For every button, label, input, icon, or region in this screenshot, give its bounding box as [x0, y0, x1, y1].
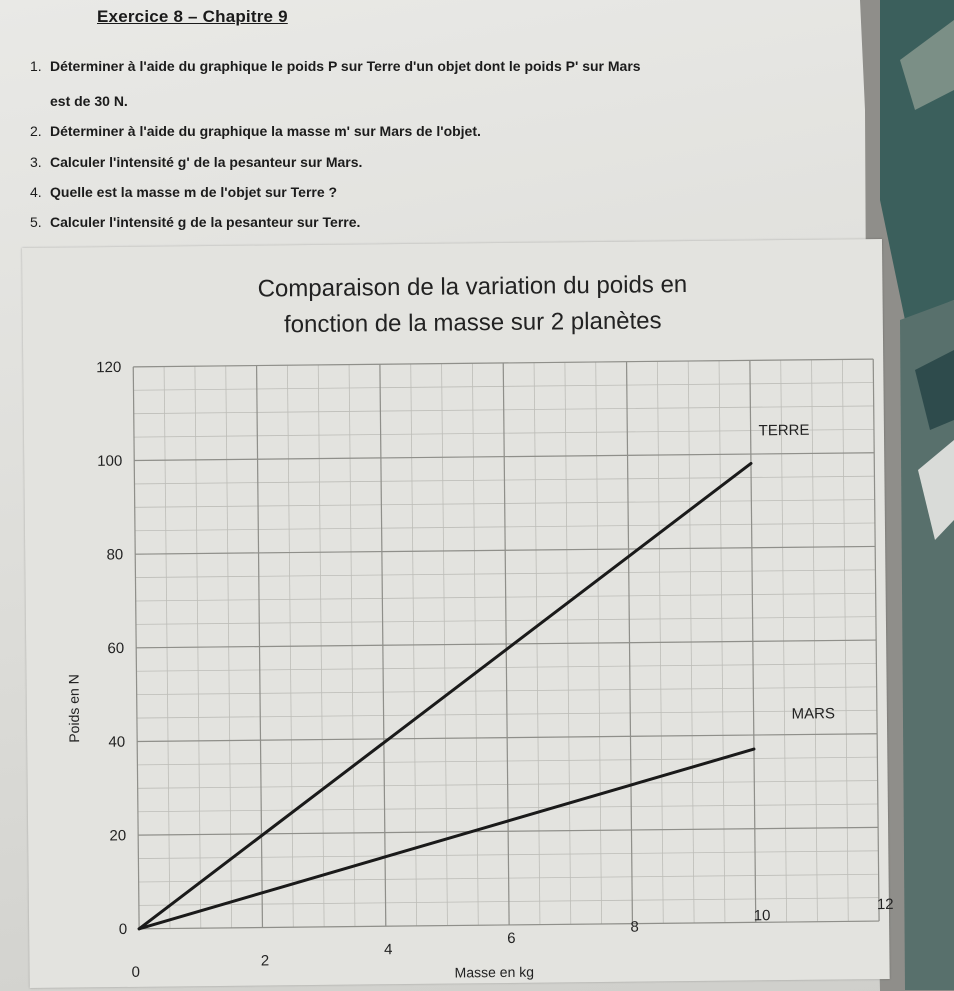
question-4: [30, 184, 337, 200]
series-label-mars: MARS: [791, 705, 836, 723]
question-text: Quelle est la masse m de l'objet sur Terre ?: [50, 184, 338, 200]
y-tick-label: 120: [96, 358, 122, 377]
question-text: Calculer l'intensité g' de la pesanteur sur Mars.: [50, 154, 363, 170]
y-tick-label: 80: [106, 546, 124, 564]
question-1: [30, 58, 641, 74]
y-tick-label: 60: [107, 639, 125, 658]
question-3: [30, 154, 362, 170]
weight-mass-chart: [22, 239, 894, 988]
x-tick-label: 8: [630, 918, 639, 936]
chart-card: [22, 239, 894, 988]
question-text: Calculer l'intensité g de la pesanteur sur Terre.: [50, 214, 361, 230]
question-number: 4.: [30, 184, 42, 200]
x-tick-label: 0: [131, 963, 141, 981]
chart-title-line-2: fonction de la masse sur 2 planètes: [283, 307, 662, 339]
y-tick-label: 0: [118, 920, 128, 939]
question-text: est de 30 N.: [50, 93, 128, 109]
x-tick-label: 6: [507, 929, 516, 947]
y-tick-label: 40: [108, 733, 126, 751]
question-text: Déterminer à l'aide du graphique le poids P sur Terre d'un objet dont le poids P' sur Mars: [50, 58, 641, 74]
question-number: 3.: [30, 154, 42, 170]
question-2: [30, 123, 481, 139]
question-1-continued: [50, 93, 128, 109]
x-tick-label: 2: [260, 952, 270, 970]
y-axis-label: Poids en N: [65, 674, 83, 743]
y-tick-label: 100: [97, 452, 123, 470]
x-tick-label: 4: [383, 941, 393, 959]
question-number: 1.: [30, 58, 42, 74]
y-tick-label: 20: [109, 827, 127, 845]
series-label-terre: TERRE: [758, 421, 810, 440]
exercise-title: Exercice 8 – Chapitre 9: [97, 7, 288, 26]
question-number: 5.: [30, 214, 42, 230]
question-5: [30, 214, 360, 230]
question-text: Déterminer à l'aide du graphique la masse m' sur Mars de l'objet.: [50, 123, 481, 139]
x-tick-label: 12: [876, 895, 894, 914]
chart-title-line-1: Comparaison de la variation du poids en: [257, 271, 688, 303]
x-tick-label: 10: [753, 907, 771, 925]
question-number: 2.: [30, 123, 42, 139]
x-axis-label: Masse en kg: [454, 963, 535, 981]
